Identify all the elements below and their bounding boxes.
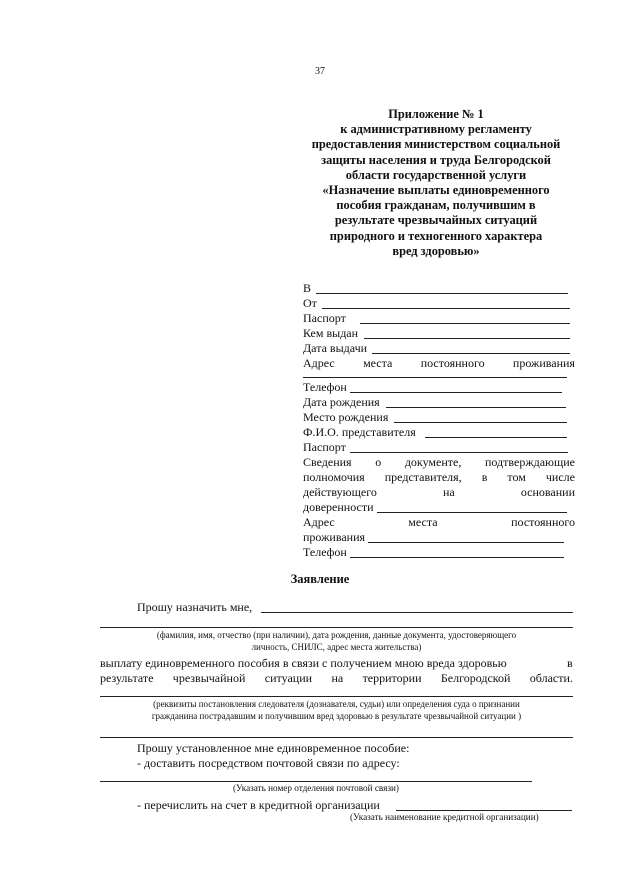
appendix-line: к административному регламенту [340,122,532,137]
field-rep-document-line[interactable] [377,512,567,513]
request-prefix: Прошу назначить мне, [137,600,253,614]
decree-details-line[interactable] [100,696,573,697]
appendix-line: предоставления министерством социальной [311,137,561,152]
rep-document-line-4: доверенности [303,500,374,514]
decree-details-line-2[interactable] [100,737,573,738]
field-rep-address-line[interactable] [368,542,564,543]
applicant-info-note-1: (фамилия, имя, отчество (при наличии), дата рождения, данные документа, удостоверяющего [156,630,517,640]
decree-note-2: гражданина пострадавшим и получившим вред здоровью в результате чрезвычайной ситуации ) [151,711,522,721]
field-passport-line[interactable] [360,323,570,324]
field-to-label: В [303,281,312,295]
field-phone-label: Телефон [303,380,347,394]
appendix-line: Приложение № 1 [388,107,484,121]
applicant-info-line-2[interactable] [100,627,573,628]
field-rep-passport-label: Паспорт [303,440,346,454]
field-rep-phone-line[interactable] [350,557,564,558]
payment-line-1: выплату единовременного пособия в связи с получением мною вреда здоровью [100,656,507,670]
field-rep-address-label-2: проживания [303,530,366,544]
postal-address-line[interactable] [100,781,532,782]
delivery-intro: Прошу установленное мне единовременное пособие: [137,741,410,755]
field-phone-line[interactable] [350,392,562,393]
appendix-line: природного и техногенного характера [329,228,543,243]
field-birth-date-line[interactable] [386,407,566,408]
page-number: 37 [315,66,325,77]
payment-line-2: результате чрезвычайной ситуации на территории Белгородской области. [100,671,573,685]
appendix-line: «Назначение выплаты единовременного [322,183,550,198]
rep-document-line-1: Сведения о документе, подтверждающие [303,455,575,469]
delivery-bank-option: - перечислить на счет в кредитной организации [137,798,380,812]
bank-note: (Указать наименование кредитной организации) [350,812,539,822]
bank-name-line[interactable] [396,810,572,811]
appendix-header [300,107,572,259]
appendix-line: результате чрезвычайных ситуаций [334,213,538,228]
field-issue-date-line[interactable] [372,353,570,354]
field-address-label: Адрес места постоянного проживания [303,356,575,370]
field-passport-label: Паспорт [303,311,346,325]
applicant-info-note-2: личность, СНИЛС, адрес места жительства) [251,642,422,652]
field-rep-phone-label: Телефон [303,545,347,559]
field-issued-by-label: Кем выдан [303,326,359,340]
delivery-post-option: - доставить посредством почтовой связи по адресу: [137,756,400,770]
field-rep-passport-line[interactable] [350,452,568,453]
rep-document-line-2: полномочия представителя, в том числе [303,470,575,484]
postal-note: (Указать номер отделения почтовой связи) [233,783,399,793]
field-representative-label: Ф.И.О. представителя [303,425,416,439]
field-issue-date-label: Дата выдачи [303,341,368,355]
field-rep-address-label: Адрес места постоянного [303,515,575,529]
field-to-line[interactable] [316,293,568,294]
decree-note-1: (реквизиты постановления следователя (дознавателя, судьи) или определения суда о признании [153,699,520,709]
field-from-line[interactable] [322,308,570,309]
payment-line-1-end: в [567,656,573,670]
field-representative-line[interactable] [425,437,567,438]
field-issued-by-line[interactable] [364,338,570,339]
field-address-line[interactable] [303,377,567,378]
appendix-line: пособия гражданам, получившим в [336,198,536,213]
appendix-line: области государственной услуги [345,167,527,182]
field-birth-place-label: Место рождения [303,410,389,424]
field-from-label: От [303,296,317,310]
statement-title: Заявление [290,572,350,586]
field-birth-date-label: Дата рождения [303,395,380,409]
appendix-line: защиты населения и труда Белгородской [321,152,551,167]
appendix-line: вред здоровью» [392,243,480,258]
field-birth-place-line[interactable] [394,422,567,423]
applicant-info-line-1[interactable] [261,612,573,613]
rep-document-line-3: действующего на основании [303,485,575,499]
